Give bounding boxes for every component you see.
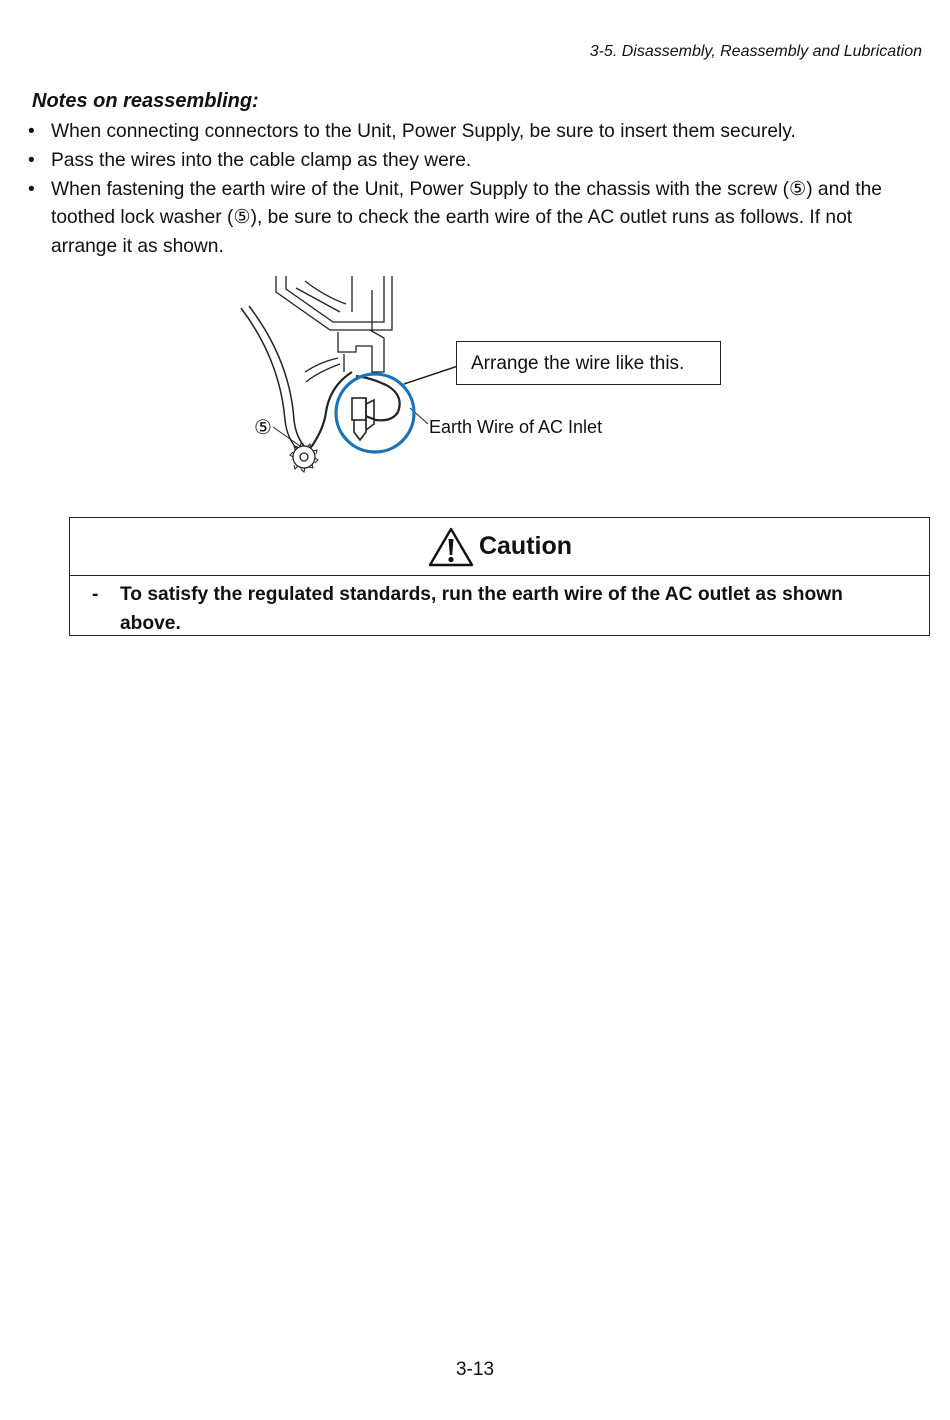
warning-triangle-icon <box>427 526 475 568</box>
list-item-text: When connecting connectors to the Unit, Power Supply, be sure to insert them securely. <box>51 121 796 142</box>
list-item <box>28 147 908 176</box>
notes-title: Notes on reassembling: <box>32 90 259 112</box>
fan-unit <box>276 276 392 330</box>
bracket-wire <box>305 358 338 372</box>
bullet-symbol: • <box>28 178 35 200</box>
list-item <box>28 176 908 262</box>
cable-clamp-bracket <box>338 330 384 372</box>
list-item-text: When fastening the earth wire of the Unit, Power Supply to the chassis with the screw (⑤) and the toothed lock washer (⑤), be sure to check the earth wire of the AC outlet runs as follows. If not arrange it as shown. <box>51 178 882 258</box>
bracket-wire-2 <box>306 364 340 382</box>
caution-box <box>69 517 930 636</box>
page-number: 3-13 <box>455 1359 495 1380</box>
earth-wire-label: Earth Wire of AC Inlet <box>429 417 603 437</box>
list-item-text: Pass the wires into the cable clamp as they were. <box>51 149 472 171</box>
toothed-lock-washer <box>290 443 318 472</box>
caution-bullet: - <box>92 584 99 605</box>
part-number-callout: ⑤ <box>254 417 272 439</box>
section-header: 3-5. Disassembly, Reassembly and Lubrication <box>589 43 922 60</box>
caution-text: To satisfy the regulated standards, run the earth wire of the AC outlet as shown above. <box>120 584 843 634</box>
caution-title: Caution <box>478 532 573 560</box>
caution-header <box>70 518 929 576</box>
bullet-symbol: • <box>28 149 35 171</box>
callout-leader <box>404 366 458 384</box>
bullet-symbol: • <box>28 121 35 142</box>
callout-box: Arrange the wire like this. <box>456 341 721 385</box>
notes-list <box>28 118 908 262</box>
list-item <box>28 118 908 147</box>
caution-body <box>70 576 929 638</box>
highlight-circle <box>336 374 414 452</box>
